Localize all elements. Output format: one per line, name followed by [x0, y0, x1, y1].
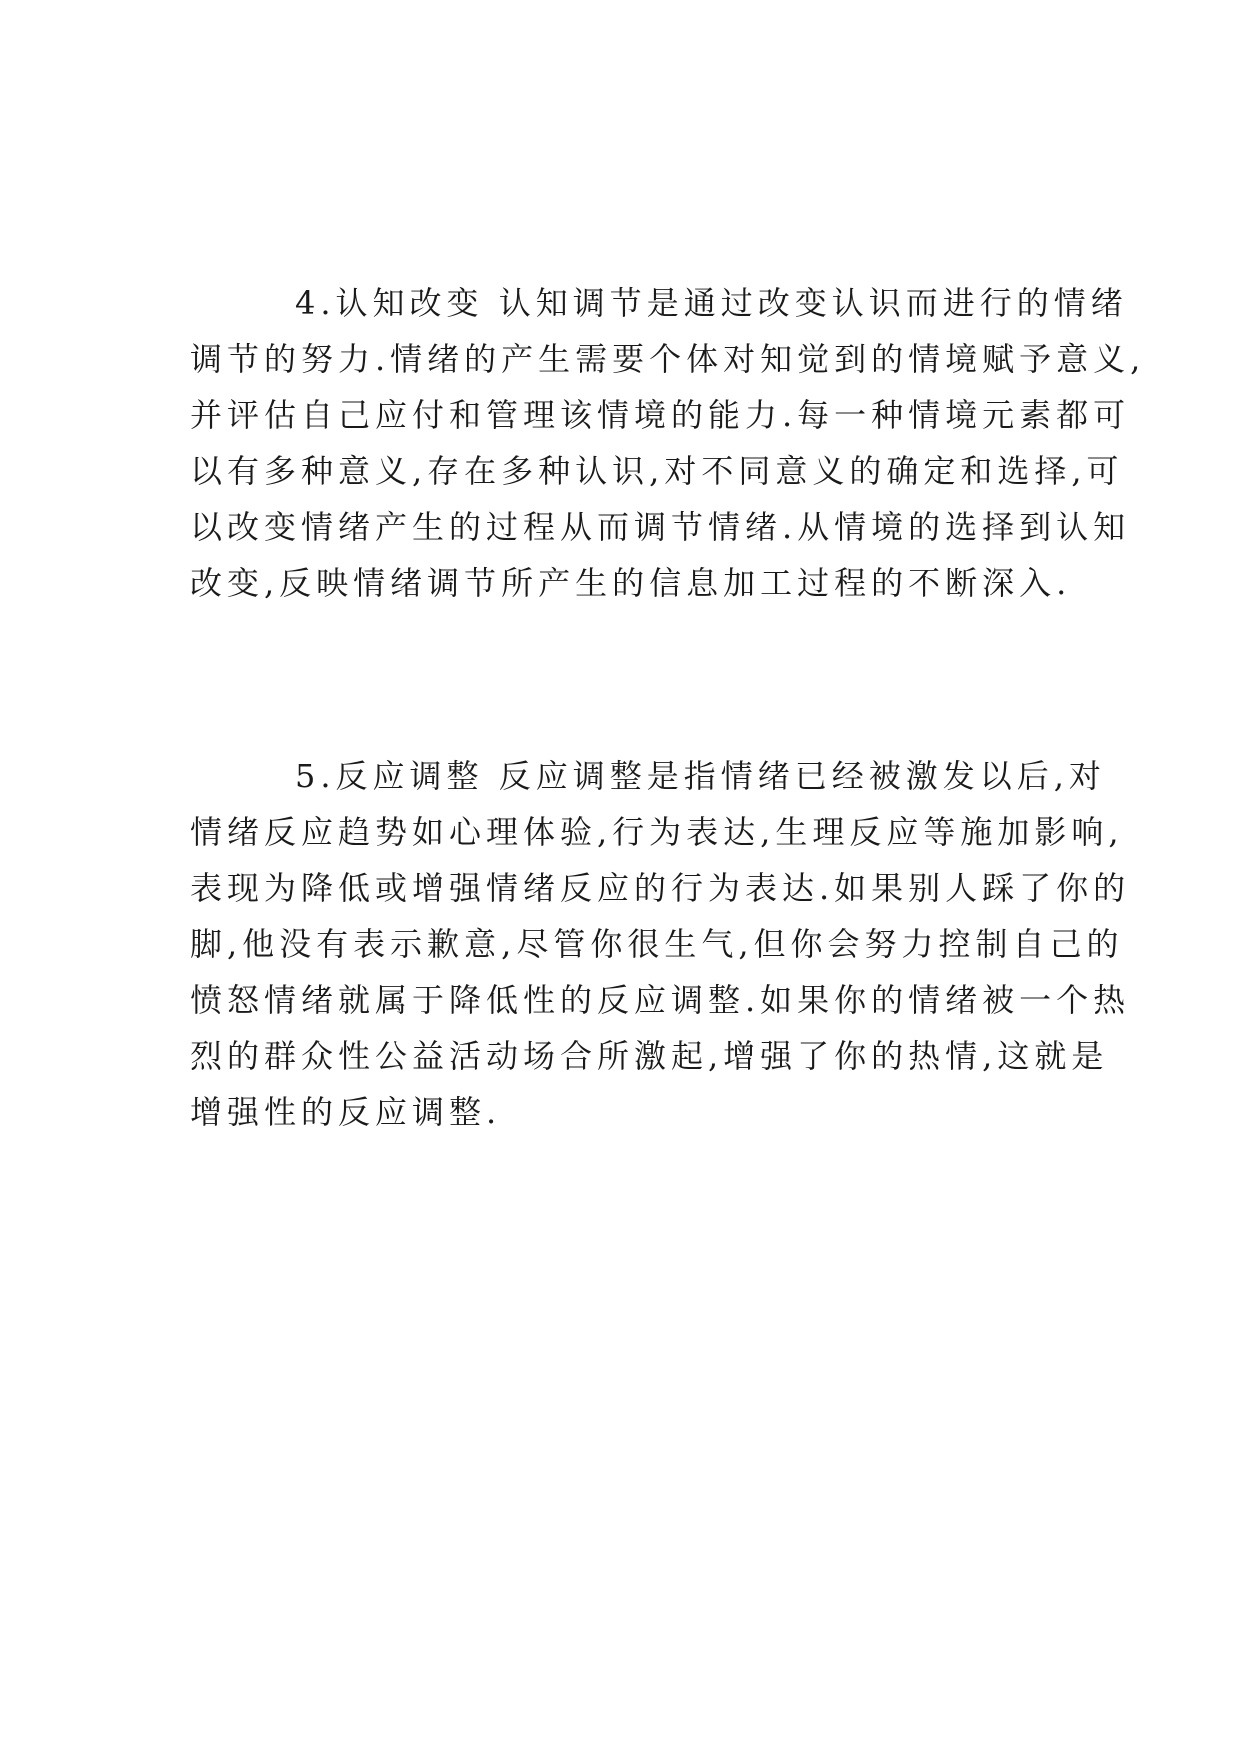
paragraph-line: 情绪反应趋势如心理体验,行为表达,生理反应等施加影响,: [190, 813, 1124, 851]
paragraph-line: 愤怒情绪就属于降低性的反应调整.如果你的情绪被一个热: [190, 981, 1131, 1019]
paragraph-line: 表现为降低或增强情绪反应的行为表达.如果别人踩了你的: [190, 869, 1131, 907]
paragraph-line: 并评估自己应付和管理该情境的能力.每一种情境元素都可: [190, 396, 1131, 434]
paragraph-line: 4.认知改变 认知调节是通过改变认识而进行的情绪: [295, 284, 1128, 322]
paragraph-line: 5.反应调整 反应调整是指情绪已经被激发以后,对: [295, 757, 1106, 795]
paragraph-line: 增强性的反应调整.: [190, 1093, 502, 1131]
paragraph-line: 调节的努力.情绪的产生需要个体对知觉到的情境赋予意义,: [190, 340, 1146, 378]
paragraph-line: 烈的群众性公益活动场合所激起,增强了你的热情,这就是: [190, 1037, 1109, 1075]
paragraph-line: 以有多种意义,存在多种认识,对不同意义的确定和选择,可: [190, 452, 1124, 490]
paragraph-line: 以改变情绪产生的过程从而调节情绪.从情境的选择到认知: [190, 508, 1131, 546]
paragraph-line: 脚,他没有表示歉意,尽管你很生气,但你会努力控制自己的: [190, 925, 1124, 963]
paragraph-cognitive-change: [190, 275, 1146, 611]
paragraph-line: 改变,反映情绪调节所产生的信息加工过程的不断深入.: [190, 564, 1072, 602]
paragraph-response-modulation: [190, 748, 1131, 1140]
